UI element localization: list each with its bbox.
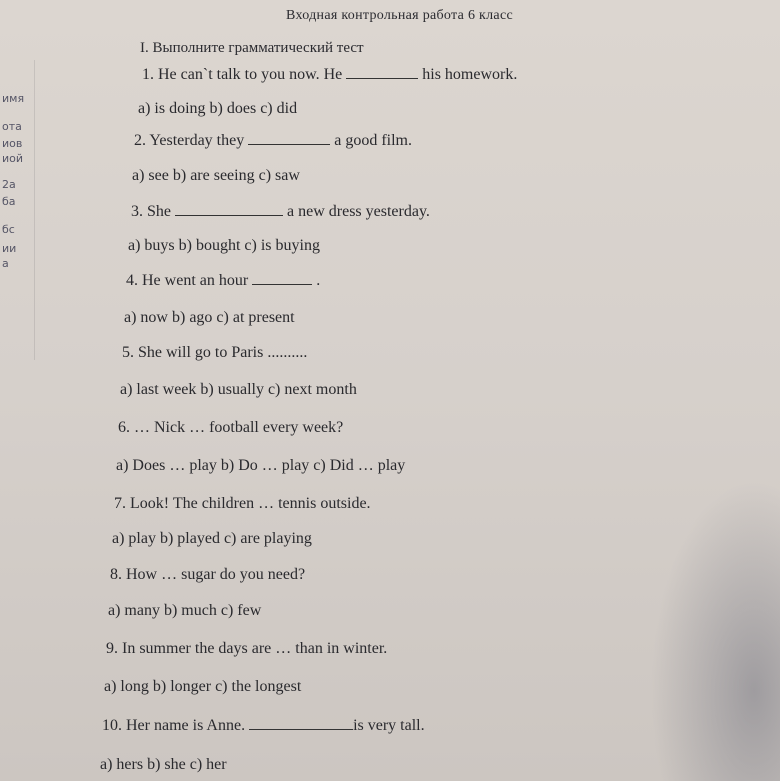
- question-text: 2. Yesterday they: [134, 132, 245, 149]
- question-text: 4. He went an hour: [126, 272, 249, 289]
- answer-blank: [346, 66, 418, 79]
- options-1: a) is doing b) does c) did: [138, 100, 298, 117]
- question-text: is very tall.: [353, 717, 425, 734]
- answer-blank: [248, 132, 330, 145]
- question-text: 1. He can`t talk to you now. He: [142, 66, 343, 83]
- answer-blank: [249, 717, 353, 730]
- question-text: his homework.: [422, 66, 518, 83]
- margin-mark: иой: [2, 152, 24, 165]
- options-8: a) many b) much c) few: [108, 602, 262, 619]
- margin-mark: имя: [2, 92, 25, 105]
- section-heading: I. Выполните грамматический тест: [140, 40, 364, 56]
- question-9: 9. In summer the days are … than in winter.: [106, 640, 388, 657]
- options-5: a) last week b) usually c) next month: [120, 381, 357, 398]
- question-text: a new dress yesterday.: [287, 203, 430, 220]
- options-6: a) Does … play b) Do … play c) Did … play: [116, 457, 406, 474]
- question-10: [102, 717, 425, 735]
- options-3: a) buys b) bought c) is buying: [128, 237, 320, 254]
- question-5: 5. She will go to Paris ..........: [122, 344, 308, 361]
- margin-notes: [0, 60, 35, 360]
- margin-mark: 2а: [2, 178, 16, 191]
- options-9: a) long b) longer c) the longest: [104, 678, 302, 695]
- worksheet-title: Входная контрольная работа 6 класс: [286, 8, 513, 23]
- question-1: [142, 66, 517, 84]
- question-6: 6. … Nick … football every week?: [118, 419, 344, 436]
- answer-blank: [175, 203, 283, 216]
- question-8: 8. How … sugar do you need?: [110, 566, 306, 583]
- question-text: 10. Her name is Anne.: [102, 717, 246, 734]
- question-7: 7. Look! The children … tennis outside.: [114, 495, 371, 512]
- margin-mark: ота: [2, 120, 22, 133]
- photo-shadow: [650, 480, 780, 781]
- options-4: a) now b) ago c) at present: [124, 309, 295, 326]
- question-2: [134, 132, 412, 150]
- options-10: a) hers b) she c) her: [100, 756, 227, 773]
- options-7: a) play b) played c) are playing: [112, 530, 312, 547]
- margin-mark: бс: [2, 223, 15, 236]
- margin-mark: ии: [2, 242, 17, 255]
- question-text: a good film.: [334, 132, 412, 149]
- question-4: [126, 272, 320, 290]
- options-2: a) see b) are seeing c) saw: [132, 167, 300, 184]
- question-text: .: [316, 272, 321, 289]
- margin-mark: а: [2, 257, 9, 270]
- question-3: [131, 203, 430, 221]
- margin-mark: ба: [2, 195, 16, 208]
- answer-blank: [252, 272, 312, 285]
- margin-mark: иов: [2, 137, 23, 150]
- question-text: 3. She: [131, 203, 171, 220]
